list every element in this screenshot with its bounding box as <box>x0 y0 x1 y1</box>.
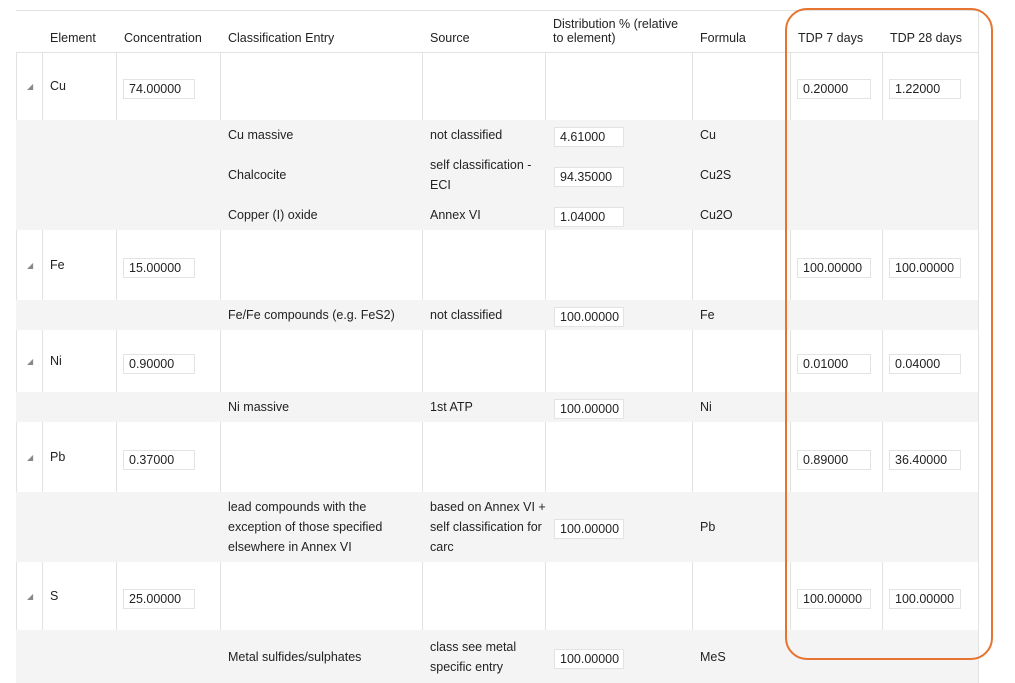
formula-text: Pb <box>700 520 716 534</box>
collapse-toggle-icon[interactable]: ◢ <box>27 453 34 462</box>
element-row[interactable] <box>16 230 978 300</box>
element-row[interactable] <box>16 422 978 492</box>
classification-row[interactable] <box>16 200 978 230</box>
formula-text: Cu2O <box>700 208 733 222</box>
concentration-input[interactable]: 0.37000 <box>123 450 195 470</box>
source-text: Annex VI <box>430 208 481 222</box>
formula-text: Cu <box>700 128 716 142</box>
tdp-28-days-input[interactable]: 1.22000 <box>889 79 961 99</box>
element-name: Ni <box>50 354 62 368</box>
source-text: self classification - ECI <box>430 158 532 192</box>
element-name: S <box>50 589 59 603</box>
distribution-input[interactable]: 4.61000 <box>554 127 624 147</box>
distribution-input[interactable]: 100.00000 <box>554 649 624 669</box>
header-tdp-28-days[interactable]: TDP 28 days <box>890 31 963 45</box>
source-text: class see metal specific entry <box>430 639 517 674</box>
header-element[interactable]: Element <box>50 31 96 45</box>
collapse-toggle-icon[interactable]: ◢ <box>27 82 34 91</box>
source-text: not classified <box>430 308 503 322</box>
distribution-input[interactable]: 100.00000 <box>554 399 624 419</box>
concentration-input[interactable]: 25.00000 <box>123 589 195 609</box>
element-name: Pb <box>50 450 66 464</box>
tdp-7-days-input[interactable]: 100.00000 <box>797 258 871 278</box>
distribution-input[interactable]: 100.00000 <box>554 519 624 539</box>
element-name: Fe <box>50 258 65 272</box>
distribution-input[interactable]: 1.04000 <box>554 207 624 227</box>
formula-text: Cu2S <box>700 168 732 182</box>
collapse-toggle-icon[interactable]: ◢ <box>27 357 34 366</box>
classification-row[interactable] <box>16 120 978 150</box>
formula-text: Fe <box>700 308 715 322</box>
source-text: based on Annex VI + self classification for carc <box>430 500 546 554</box>
classification-entry: Fe/Fe compounds (e.g. FeS2) <box>228 308 395 322</box>
col-divider <box>978 10 979 683</box>
classification-entry: Copper (I) oxide <box>228 208 318 222</box>
source-text: 1st ATP <box>430 400 473 414</box>
classification-row[interactable] <box>16 630 978 683</box>
source-text: not classified <box>430 128 503 142</box>
concentration-input[interactable]: 74.00000 <box>123 79 195 99</box>
tdp-7-days-input[interactable]: 0.89000 <box>797 450 871 470</box>
classification-entry: Ni massive <box>228 400 290 414</box>
header-distribution[interactable]: Distribution % (relative to element) <box>553 17 679 45</box>
classification-row[interactable] <box>16 392 978 422</box>
header-concentration[interactable]: Concentration <box>124 31 202 45</box>
concentration-input[interactable]: 0.90000 <box>123 354 195 374</box>
tdp-7-days-input[interactable]: 0.20000 <box>797 79 871 99</box>
header-source[interactable]: Source <box>430 31 470 45</box>
classification-row[interactable] <box>16 492 978 562</box>
classification-entry: Cu massive <box>228 128 294 142</box>
classification-row[interactable] <box>16 150 978 200</box>
element-name: Cu <box>50 79 66 93</box>
collapse-toggle-icon[interactable]: ◢ <box>27 592 34 601</box>
formula-text: MeS <box>700 649 726 664</box>
tdp-28-days-input[interactable]: 100.00000 <box>889 258 961 278</box>
header-formula[interactable]: Formula <box>700 31 746 45</box>
tdp-28-days-input[interactable]: 100.00000 <box>889 589 961 609</box>
header-classification-entry[interactable]: Classification Entry <box>228 31 335 45</box>
element-row[interactable] <box>16 330 978 392</box>
distribution-input[interactable]: 100.00000 <box>554 307 624 327</box>
tdp-7-days-input[interactable]: 100.00000 <box>797 589 871 609</box>
tdp-28-days-input[interactable]: 0.04000 <box>889 354 961 374</box>
classification-row[interactable] <box>16 300 978 330</box>
element-row[interactable] <box>16 52 978 120</box>
concentration-input[interactable]: 15.00000 <box>123 258 195 278</box>
tdp-28-days-input[interactable]: 36.40000 <box>889 450 961 470</box>
header-tdp-7-days[interactable]: TDP 7 days <box>798 31 864 45</box>
element-row[interactable] <box>16 562 978 630</box>
classification-entry: lead compounds with the exception of those specified elsewhere in Annex VI <box>228 500 383 554</box>
collapse-toggle-icon[interactable]: ◢ <box>27 261 34 270</box>
classification-entry: Metal sulfides/sulphates <box>228 649 362 664</box>
formula-text: Ni <box>700 400 712 414</box>
tdp-7-days-input[interactable]: 0.01000 <box>797 354 871 374</box>
classification-entry: Chalcocite <box>228 168 287 182</box>
distribution-input[interactable]: 94.35000 <box>554 167 624 187</box>
